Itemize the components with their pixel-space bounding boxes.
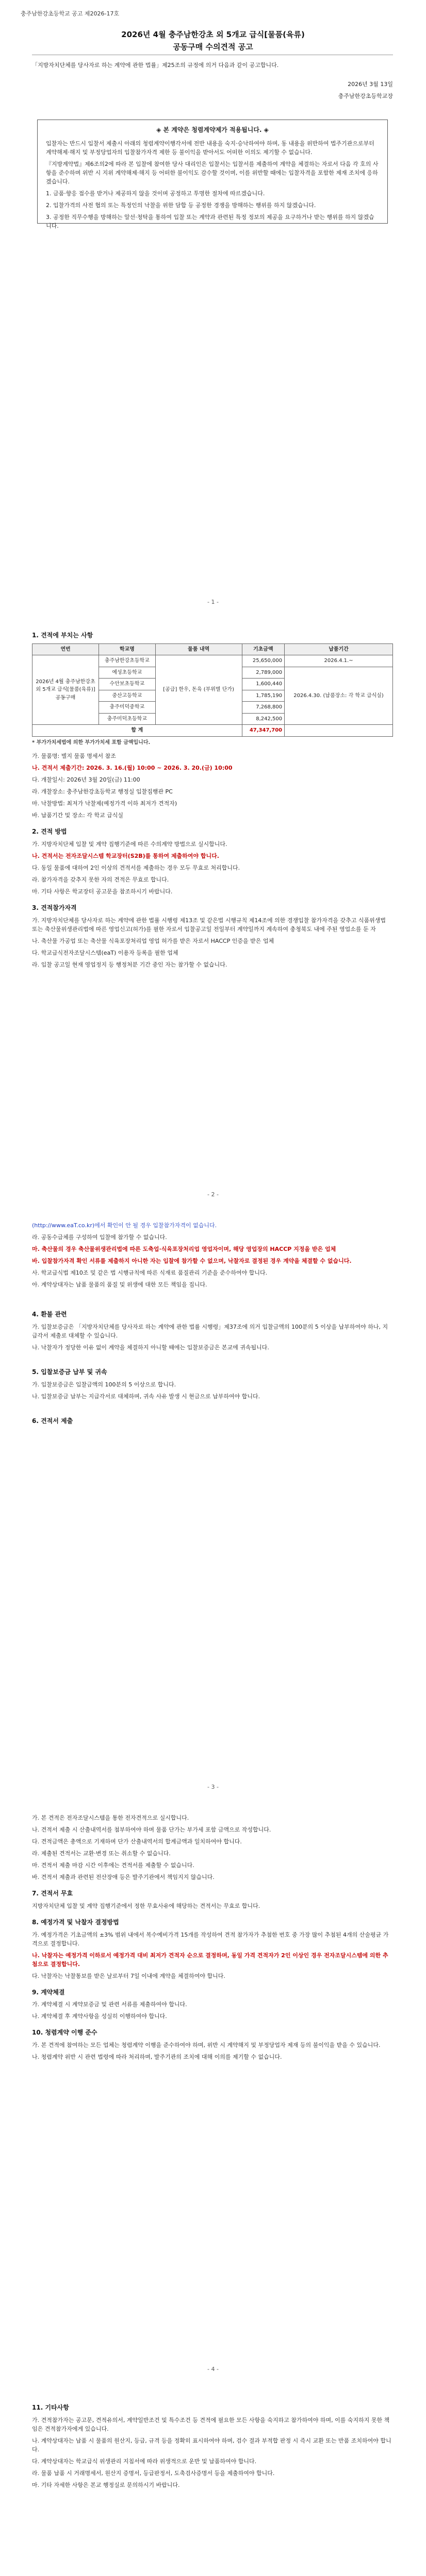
- notice-date: 2026년 3월 13일: [348, 81, 393, 88]
- list-item: 라. 개찰장소: 충주남한강초등학교 행정실 입찰집행관 PC: [32, 788, 173, 795]
- school-name: 중산고등학교: [99, 690, 156, 702]
- list-item: 다. 낙찰자는 낙찰통보를 받은 날로부터 7일 이내에 계약을 체결하여야 합니다.: [32, 1972, 225, 1979]
- page-title: 2026년 4월 충주남한강초 외 5개교 급식[물품(육류): [121, 30, 305, 39]
- section-5-title: 5. 입찰보증금 납부 및 귀속: [32, 1368, 107, 1376]
- bid-items-table: [32, 643, 393, 737]
- section-10-title: 10. 청렴계약 이행 준수: [32, 2029, 97, 2037]
- list-item: 라. 참가자격을 갖추지 못한 자의 견적은 무효로 합니다.: [32, 876, 169, 884]
- table-header: 납품기간: [285, 643, 393, 655]
- base-amount: 2,789,000: [242, 667, 285, 679]
- school-name: 수안보초등학교: [99, 679, 156, 690]
- list-item: 나. 낙찰자가 정당한 이유 없이 계약을 체결하지 아니할 때에는 입찰보증금은 본교에 귀속됩니다.: [32, 1344, 269, 1351]
- section-11: [32, 2396, 393, 2493]
- list-item: 나. 축산물 가공업 또는 축산물 식육포장처리업 영업 허가를 받은 자로서 HACCP 인증을 받은 업체: [32, 937, 274, 944]
- integrity-notice-p1: 입찰자는 반드시 입찰서 제출시 아래의 청렴계약이행각서에 전반 내용을 숙지·승낙하여야 하며, 동 내용을 위반하여 법주기관으로부터 계약해제·해지 및 부정당업자의 입찰참가자격 제한 등 불이익을 받아서도 어떠한 이의도 제기할 수 없습니다.: [46, 140, 374, 156]
- integrity-notice-p2: 『지방계약법』제6조의2에 따라 본 입찰에 참여한 당사 대리인은 입찰서는 입찰서를 제출하여 계약을 체결하는 자로서 다음 각 호의 사항을 준수하며 위반 시 지위 계약해제·해지 등 어떠한 불이익도 감수할 것이며, 이를 위반할 때에는 입찰자격을 포함한 제재 조치에 응하겠습니다.: [46, 160, 379, 185]
- list-item: 나. 계약상대자는 납품 시 물품의 원산지, 등급, 규격 등을 정확히 표시하여야 하며, 검수 결과 부적합 판정 시 즉시 교환 또는 반품 조치하여야 합니다.: [32, 2437, 391, 2453]
- page-number: - 2 -: [207, 1191, 219, 1198]
- page-number: - 1 -: [207, 599, 219, 605]
- section-1-title: 1. 견적에 부치는 사항: [32, 632, 93, 639]
- intro-block: [32, 61, 393, 104]
- list-item: 가. 물품명: 별지 물품 명세서 참조: [32, 753, 116, 760]
- school-name: 충주미덕중학교: [99, 702, 156, 714]
- page-number: - 4 -: [207, 2366, 219, 2372]
- list-item: 나. 입찰보증금 납부는 지급각서로 대체하며, 귀속 사유 발생 시 현금으로 납부하여야 합니다.: [32, 1393, 260, 1400]
- list-item: 다. 동일 물품에 대하여 2인 이상의 견적서를 제출하는 경우 모두 무효로 처리합니다.: [32, 865, 240, 872]
- list-item: 나. 견적서 제출기간: 2026. 3. 16.(월) 10:00 ~ 2026. 3. 20.(금) 10:00: [32, 765, 233, 772]
- table-total-row: [32, 725, 393, 737]
- list-item: 가. 계약체결 시 계약보증금 및 관련 서류를 제출하여야 합니다.: [32, 2001, 187, 2008]
- school-name: 예성초등학교: [99, 667, 156, 679]
- base-amount: 8,242,500: [242, 713, 285, 725]
- delivery-period-start: 2026.4.1.~: [285, 655, 393, 667]
- list-item: 나. 청렴계약 위반 시 관련 법령에 따라 처리하며, 발주기관의 조치에 대해 이의를 제기할 수 없습니다.: [32, 2054, 282, 2061]
- list-item: 가. 견적참가자는 공고문, 견적유의서, 계약일반조건 및 특수조건 등 견적에 필요한 모든 사항을 숙지하고 참가하여야 하며, 이를 숙지하지 못한 책임은 견적참가자에게 있습니다.: [32, 2416, 390, 2432]
- list-item: 마. 기타 자세한 사항은 본교 행정실로 문의하시기 바랍니다.: [32, 2481, 180, 2488]
- section-7-title: 7. 견적서 무효: [32, 1890, 73, 1897]
- school-name: 충주남한강초등학교: [99, 655, 156, 667]
- list-item: 가. 지방자치단체를 당사자로 하는 계약에 관한 법률 시행령 제13조 및 같은법 시행규칙 제14조에 의한 경쟁입찰 참가자격을 갖추고 식품위생법 또는 축산물위생관리법에 따른 영업신고(허가)를 필한 자로서 입찰공고일 전일부터 계약일까지 계속하여 충청북도 내에 주된 영업소를 둔 자: [32, 917, 386, 933]
- list-item: 다. 개찰일시: 2026년 3월 20일(금) 11:00: [32, 776, 140, 784]
- list-item: 가. 본 견적에 참여하는 모든 업체는 청렴계약 이행을 준수하여야 하며, 위반 시 계약해지 및 부정당업자 제재 등의 불이익을 받을 수 있습니다.: [32, 2042, 381, 2049]
- list-item: 다. 견적금액은 총액으로 기재하며 단가 산출내역서의 합계금액과 일치하여야 합니다.: [32, 1838, 242, 1845]
- section-3-cont: [32, 1221, 393, 1429]
- notice-number: 충주남한강초등학교 공고 제2026-17호: [21, 10, 120, 17]
- list-item: 바. 견적서 제출과 관련된 전산장애 등은 발주기관에서 책임지지 않습니다.: [32, 1874, 215, 1881]
- list-item: 아. 계약상대자는 납품 물품의 품질 및 위생에 대한 모든 책임을 집니다.: [32, 1281, 207, 1289]
- list-item: 가. 입찰보증금은 「지방자치단체를 당사자로 하는 계약에 관한 법률 시행령」제37조에 의거 입찰금액의 100분의 5 이상을 납부하여야 하나, 지급각서 제출로 대체할 수 있습니다.: [32, 1323, 388, 1339]
- list-item: 라. 공동수급체를 구성하여 입찰에 참가할 수 없습니다.: [32, 1234, 167, 1241]
- empty-cell: [285, 725, 393, 737]
- table-header: 학교명: [99, 643, 156, 655]
- group-label: 2026년 4월 충주남한강초 외 5개교 급식[물품(육류)] 공동구매: [32, 655, 99, 725]
- school-name: 충주미덕초등학교: [99, 713, 156, 725]
- list-item: 바. 입찰참가자격 확인 서류를 제출하지 아니한 자는 입찰에 참가할 수 없으며, 낙찰자로 결정된 경우 계약을 체결할 수 없습니다.: [32, 1258, 352, 1265]
- integrity-notice-item: 2. 입찰가격의 사전 협의 또는 특정인의 낙찰을 위한 담합 등 공정한 경쟁을 방해하는 행위를 하지 않겠습니다.: [46, 201, 316, 209]
- list-item: 나. 견적서는 전자조달시스템 학교장터(S2B)를 통하여 제출하여야 합니다.: [32, 853, 219, 860]
- list-item: 가. 예정가격은 기초금액의 ±3% 범위 내에서 복수예비가격 15개를 작성하여 견적 참가자가 추첨한 번호 중 가장 많이 추첨된 4개의 산술평균 가격으로 결정합니다.: [32, 1931, 389, 1947]
- list-item: 가. 입찰보증금은 입찰금액의 100분의 5 이상으로 합니다.: [32, 1381, 176, 1388]
- list-item: 다. 학교급식전자조달시스템(eaT) 이용자 등록을 필한 업체: [32, 949, 178, 956]
- base-amount: 25,650,000: [242, 655, 285, 667]
- section-11-title: 11. 기타사항: [32, 2404, 69, 2411]
- list-item: 나. 견적서 제출 시 산출내역서를 첨부하여야 하며 물품 단가는 부가세 포함 금액으로 작성합니다.: [32, 1826, 271, 1834]
- table-header: 연번: [32, 643, 99, 655]
- item-desc: [공급] 한우, 돈육 (부위별 단가): [155, 655, 242, 725]
- total-amount: 47,347,700: [242, 725, 285, 737]
- section-6-title: 6. 견적서 제출: [32, 1417, 73, 1425]
- section-8-title: 8. 예정가격 및 낙찰자 결정방법: [32, 1918, 119, 1926]
- list-item: 다. 계약상대자는 학교급식 위생관리 지침서에 따라 위생적으로 운반 및 납품하여야 합니다.: [32, 2458, 257, 2465]
- base-amount: 1,600,440: [242, 679, 285, 690]
- integrity-notice-title: ◈ 본 계약은 청렴계약제가 적용됩니다. ◈: [156, 126, 269, 133]
- integrity-notice-box: [37, 120, 388, 229]
- list-item: 라. 물품 납품 시 거래명세서, 원산지 증명서, 등급판정서, 도축검사증명서 등을 제출하여야 합니다.: [32, 2469, 275, 2477]
- intro-text: 「지방자치단체를 당사자로 하는 계약에 관한 법률」제25조의 규정에 의거 다음과 같이 공고합니다.: [32, 62, 279, 69]
- total-label: 합 계: [32, 725, 242, 737]
- table-header: 기초금액: [242, 643, 285, 655]
- integrity-notice-item: 1. 금품·향응 접수를 받거나 제공하지 않을 것이며 공정하고 투명한 절차에 따르겠습니다.: [46, 190, 265, 197]
- list-item: 가. 지방자치단체 입찰 및 계약 집행기준에 따른 수의계약 방법으로 실시합니다.: [32, 840, 227, 848]
- table-header: 물품 내역: [155, 643, 242, 655]
- eat-link[interactable]: (http://www.eaT.co.kr)에서 확인이 안 될 경우 입찰참가자격이 없습니다.: [32, 1222, 217, 1229]
- list-item: 마. 낙찰방법: 최저가 낙찰제(예정가격 이하 최저가 견적자): [32, 800, 177, 807]
- list-item: 나. 계약체결 후 계약사항을 성실히 이행하여야 합니다.: [32, 2013, 167, 2020]
- list-item: 라. 제출된 견적서는 교환·변경 또는 취소할 수 없습니다.: [32, 1850, 171, 1857]
- issuing-org: 충주남한강초등학교장: [338, 93, 393, 100]
- list-item: 마. 축산물의 경우 축산물위생관리법에 따른 도축업·식육포장처리업 영업자이며, 해당 영업장의 HACCP 지정을 받은 업체: [32, 1246, 336, 1253]
- list-item: 가. 본 견적은 전자조달시스템을 통한 전자견적으로 실시합니다.: [32, 1815, 189, 1821]
- list-item: 바. 납품기간 및 장소: 각 학교 급식실: [32, 812, 123, 819]
- list-item: 지방자치단체 입찰 및 계약 집행기준에서 정한 무효사유에 해당하는 견적서는 무효로 합니다.: [32, 1902, 260, 1909]
- page-number: - 3 -: [207, 1784, 219, 1790]
- section-4-title: 4. 환불 관련: [32, 1311, 67, 1318]
- list-item: 사. 학교급식법 제10조 및 같은 법 시행규칙에 따른 식재료 품질관리 기준을 준수하여야 합니다.: [32, 1269, 268, 1277]
- page-subtitle: 공동구매 수의견적 공고: [173, 42, 253, 52]
- section-2-title: 2. 견적 방법: [32, 828, 67, 836]
- table-row: [32, 655, 393, 667]
- table-note: * 부가가치세법에 의한 부가가치세 포함 금액입니다.: [32, 739, 151, 745]
- base-amount: 1,785,190: [242, 690, 285, 702]
- list-item: 마. 기타 사항은 학교장터 공고문을 참조하시기 바랍니다.: [32, 888, 173, 895]
- integrity-notice-item: 3. 공정한 직무수행을 방해하는 알선·청탁을 통하여 입찰 또는 계약과 관련된 특정 정보의 제공을 요구하거나 받는 행위를 하지 않겠습니다.: [46, 213, 374, 229]
- base-amount: 7,268,800: [242, 702, 285, 714]
- list-item: 라. 입찰 공고일 현재 영업정지 등 행정처분 기간 중인 자는 참가할 수 없습니다.: [32, 961, 227, 968]
- section-9-title: 9. 계약체결: [32, 1988, 65, 1996]
- section-1: [32, 623, 393, 972]
- list-item: 나. 낙찰자는 예정가격 이하로서 예정가격 대비 최저가 견적자 순으로 결정하며, 동일 가격 견적자가 2인 이상인 경우 전자조달시스템에 의한 추첨으로 결정합니다.: [32, 1952, 388, 1968]
- delivery-period-end: 2026.4.30. (납품장소: 각 학교 급식실): [285, 667, 393, 725]
- section-3-title: 3. 견적참가자격: [32, 904, 77, 912]
- list-item: 마. 견적서 제출 마감 시간 이후에는 견적서를 제출할 수 없습니다.: [32, 1862, 194, 1869]
- section-6-cont: [32, 1814, 393, 2064]
